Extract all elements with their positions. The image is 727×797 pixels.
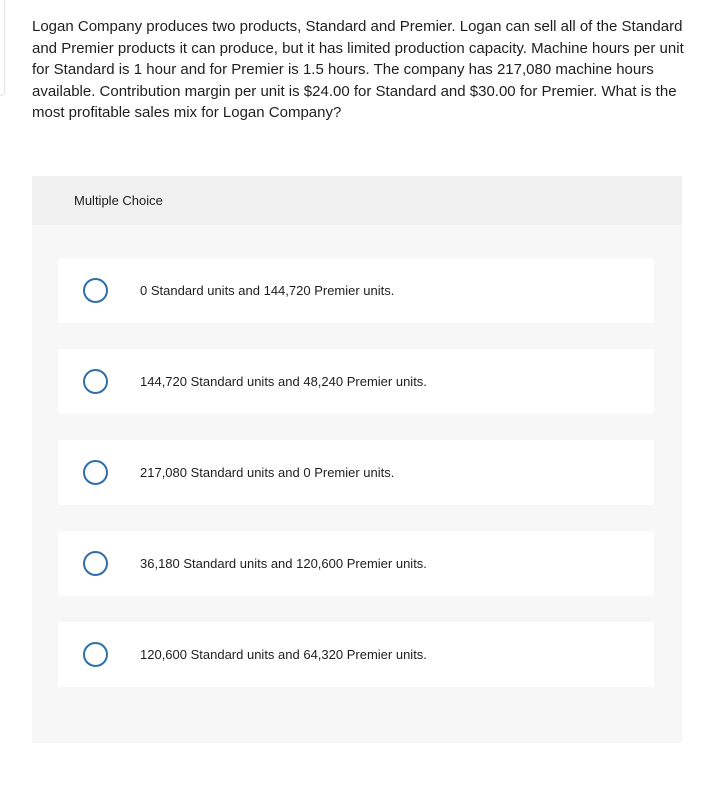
radio-button-icon[interactable] (83, 369, 108, 394)
radio-button-icon[interactable] (83, 460, 108, 485)
radio-button-icon[interactable] (83, 551, 108, 576)
multiple-choice-panel (32, 176, 682, 743)
option-label: 144,720 Standard units and 48,240 Premier units. (140, 374, 427, 389)
option-1[interactable] (58, 258, 654, 323)
radio-button-icon[interactable] (83, 278, 108, 303)
option-label: 0 Standard units and 144,720 Premier units. (140, 283, 395, 298)
radio-button-icon[interactable] (83, 642, 108, 667)
options-list (58, 258, 654, 713)
option-5[interactable] (58, 622, 654, 687)
multiple-choice-title: Multiple Choice (74, 193, 163, 208)
option-3[interactable] (58, 440, 654, 505)
option-4[interactable] (58, 531, 654, 596)
option-label: 217,080 Standard units and 0 Premier units. (140, 465, 395, 480)
option-label: 120,600 Standard units and 64,320 Premier units. (140, 647, 427, 662)
option-label: 36,180 Standard units and 120,600 Premier units. (140, 556, 427, 571)
multiple-choice-header (32, 176, 682, 225)
question-text: Logan Company produces two products, Standard and Premier. Logan can sell all of the Standard and Premier products it can produce, but it has limited production capacity. Machine hours per unit for Standard is 1 hour and for Premier is 1.5 hours. The company has 217,080 machine hours available. Contribution margin per unit is $24.00 for Standard and $30.00 for Premier. What is the most profitable sales mix for Logan Company? (32, 18, 684, 121)
option-2[interactable] (58, 349, 654, 414)
left-panel-edge (0, 0, 5, 96)
